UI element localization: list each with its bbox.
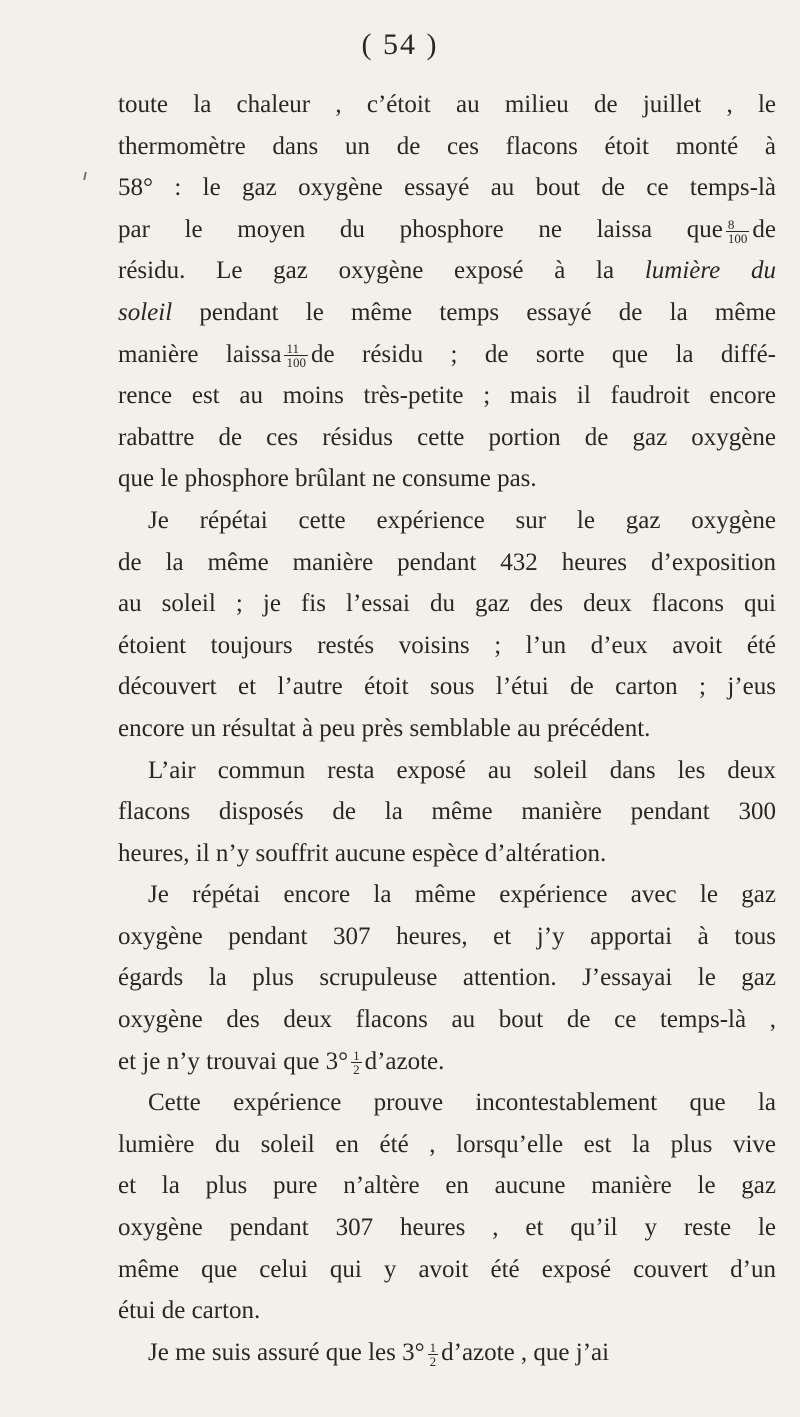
fraction <box>726 218 750 245</box>
text-line <box>118 1249 776 1291</box>
text-line <box>118 542 776 584</box>
text-line <box>118 1332 776 1374</box>
text-line <box>118 916 776 958</box>
text-line <box>118 708 776 750</box>
text-line <box>118 500 776 542</box>
fraction <box>351 1049 362 1076</box>
text-line <box>118 417 776 459</box>
line-text: de <box>752 215 776 243</box>
text-line <box>118 625 776 667</box>
text-line <box>118 1165 776 1207</box>
line-text: rence est au moins très-petite ; mais il faudroit encore <box>118 382 776 410</box>
text-line <box>118 791 776 833</box>
text-line <box>118 1207 776 1249</box>
line-text: thermomètre dans un de ces flacons étoit monté à <box>118 132 776 160</box>
text-line <box>118 1290 776 1332</box>
line-text: pendant le même temps essayé de la même <box>172 298 776 326</box>
line-text: de la même manière pendant 432 heures d’exposition <box>118 548 776 576</box>
line-text: oxygène des deux flacons au bout de ce temps-là , <box>118 1006 776 1034</box>
fraction-numerator: 1 <box>353 1048 360 1064</box>
body-text <box>118 84 776 1373</box>
line-text: d’azote , que j’ai <box>441 1338 610 1366</box>
fraction-numerator: 11 <box>284 342 308 356</box>
text-line <box>118 375 776 417</box>
line-text: Je répétai cette expérience sur le gaz oxygène <box>148 506 776 534</box>
line-text: oxygène pendant 307 heures , et qu’il y reste le <box>118 1214 776 1242</box>
text-line <box>118 1124 776 1166</box>
fraction-numerator: 1 <box>429 1339 437 1355</box>
line-text: 58° : le gaz oxygène essayé au bout de ce temps-là <box>118 174 776 202</box>
line-text: même que celui qui y avoit été exposé couvert d’un <box>118 1255 776 1283</box>
text-line <box>118 167 776 209</box>
line-text: Cette expérience prouve incontestablement que la <box>148 1089 776 1117</box>
text-line <box>118 84 776 126</box>
fraction-denominator: 100 <box>286 355 306 371</box>
text-line <box>118 292 776 334</box>
text-line <box>118 458 776 500</box>
fraction <box>284 342 308 369</box>
line-text: égards la plus scrupuleuse attention. J’essayai le gaz <box>118 964 776 992</box>
margin-mark <box>83 172 87 180</box>
line-text: et la plus pure n’altère en aucune manière le gaz <box>118 1172 776 1200</box>
text-line <box>118 250 776 292</box>
line-text: d’azote. <box>364 1047 445 1075</box>
line-text: étoient toujours restés voisins ; l’un d’eux avoit été <box>118 631 776 659</box>
line-text: Je répétai encore la même expérience avec le gaz <box>148 881 776 909</box>
line-text: encore un résultat à peu près semblable au précédent. <box>118 714 651 742</box>
text-line <box>118 583 776 625</box>
text-line <box>118 750 776 792</box>
line-text: toute la chaleur , c’étoit au milieu de juillet , le <box>118 91 776 118</box>
line-text: que le phosphore brûlant ne consume pas. <box>118 465 537 493</box>
line-text: rabattre de ces résidus cette portion de gaz oxygène <box>118 423 776 451</box>
text-line <box>118 874 776 916</box>
fraction-denominator: 2 <box>353 1062 360 1078</box>
italic-text: lumière du <box>644 257 776 285</box>
text-line <box>118 957 776 999</box>
text-line <box>118 666 776 708</box>
line-text: flacons disposés de la même manière pendant 300 <box>118 798 776 826</box>
line-text: oxygène pendant 307 heures, et j’y apportai à tous <box>118 922 776 950</box>
fraction-numerator: 8 <box>726 218 750 232</box>
text-line <box>118 833 776 875</box>
line-text: découvert et l’autre étoit sous l’étui de carton ; j’eus <box>118 673 776 701</box>
line-text: lumière du soleil en été , lorsqu’elle est la plus vive <box>118 1130 776 1158</box>
line-text: Je me suis assuré que les 3° <box>148 1338 425 1366</box>
line-text: heures, il n’y souffrit aucune espèce d’altération. <box>118 839 607 867</box>
fraction-denominator: 2 <box>429 1353 437 1369</box>
text-line <box>118 1041 776 1083</box>
line-text: de résidu ; de sorte que la diffé- <box>310 340 776 368</box>
text-line <box>118 334 776 376</box>
text-line <box>118 999 776 1041</box>
italic-text: soleil <box>118 298 173 326</box>
line-text: et je n’y trouvai que 3° <box>118 1047 349 1075</box>
page-number: ( 54 ) <box>361 28 439 61</box>
text-line <box>118 126 776 168</box>
fraction <box>428 1341 439 1368</box>
line-text: au soleil ; je fis l’essai du gaz des deux flacons qui <box>118 590 776 618</box>
line-text: résidu. Le gaz oxygène exposé à la <box>118 257 645 285</box>
line-text: par le moyen du phosphore ne laissa que <box>118 215 723 243</box>
text-line <box>118 1082 776 1124</box>
text-line <box>118 209 776 251</box>
line-text: L’air commun resta exposé au soleil dans les deux <box>148 756 776 784</box>
fraction-denominator: 100 <box>727 230 748 246</box>
line-text: étui de carton. <box>118 1297 261 1325</box>
line-text: manière laissa <box>118 340 282 368</box>
